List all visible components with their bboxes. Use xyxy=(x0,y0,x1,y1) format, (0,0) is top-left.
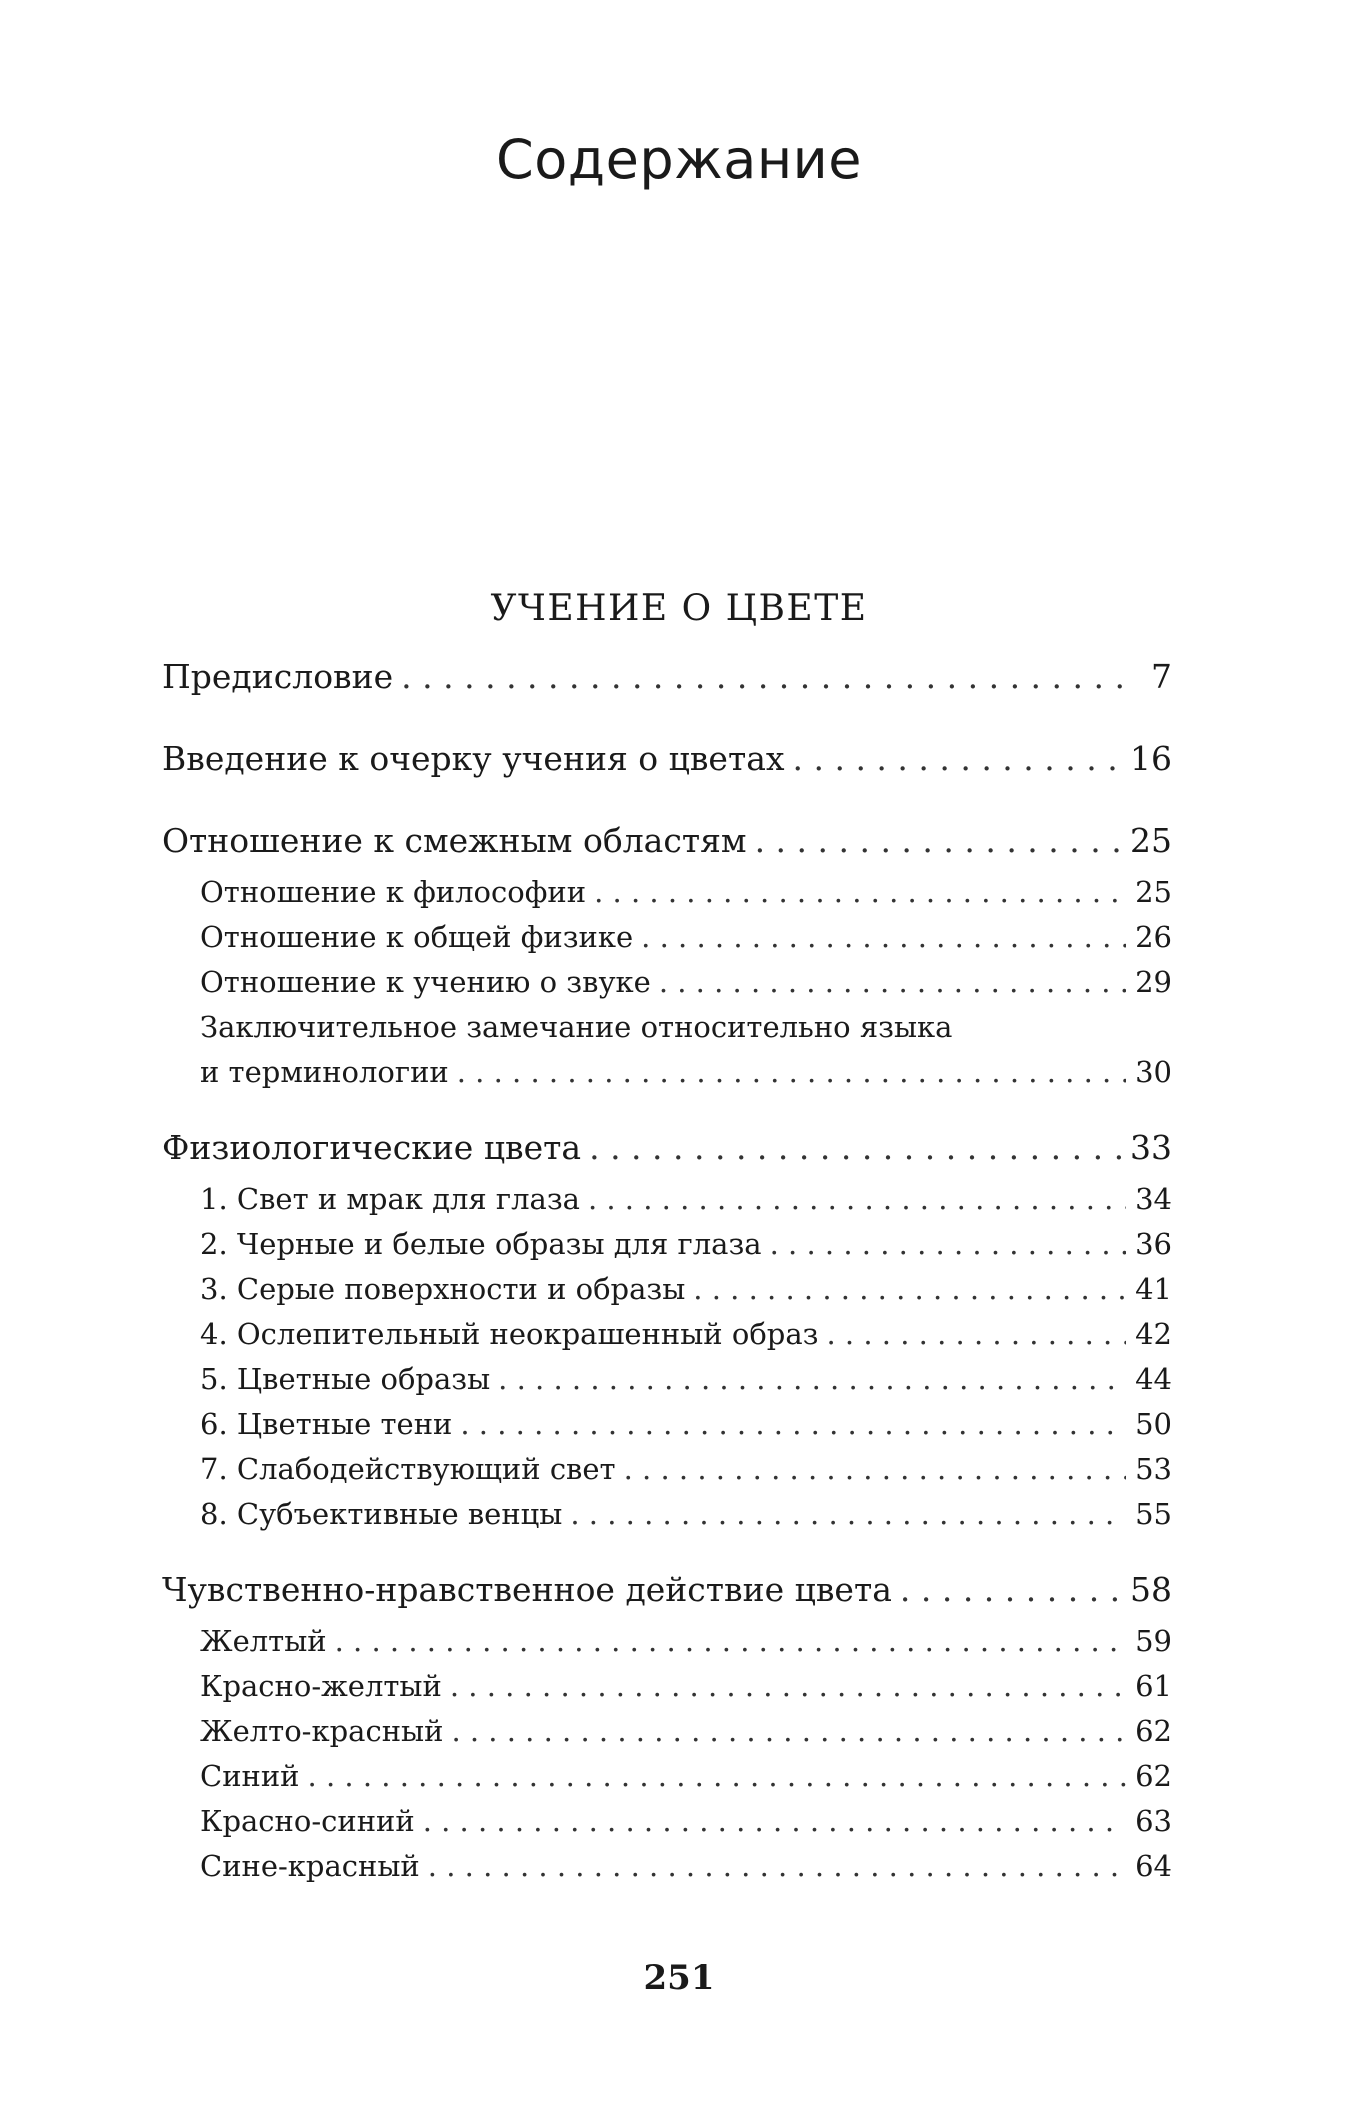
toc-entry[interactable] xyxy=(162,1561,1172,1619)
toc-subentry[interactable] xyxy=(162,915,1172,960)
dot-leader xyxy=(451,1709,1126,1754)
toc-subentry-label: Отношение к учению о звуке xyxy=(200,965,651,999)
toc-subentry-page: 53 xyxy=(1135,1452,1172,1486)
toc-subentry[interactable] xyxy=(162,1402,1172,1447)
toc-entry-page: 25 xyxy=(1130,821,1172,860)
dot-leader xyxy=(900,1561,1122,1619)
toc-subentry-page: 55 xyxy=(1135,1497,1172,1531)
toc-subentry[interactable] xyxy=(162,1177,1172,1222)
toc-subentry-page: 61 xyxy=(1135,1669,1172,1703)
dot-leader xyxy=(401,648,1126,706)
dot-leader xyxy=(589,1119,1122,1177)
toc-subentry[interactable] xyxy=(162,1447,1172,1492)
toc-subentry[interactable] xyxy=(162,1005,1172,1095)
dot-leader xyxy=(770,1222,1126,1267)
toc-subentry-label: 7. Слабодействующий свет xyxy=(200,1452,616,1486)
toc-subentry-label: Красно-желтый xyxy=(200,1669,442,1703)
table-of-contents xyxy=(162,648,1172,1913)
dot-leader xyxy=(570,1492,1126,1537)
toc-entry-label: Физиологические цвета xyxy=(162,1128,582,1167)
toc-entry-page: 16 xyxy=(1130,739,1172,778)
toc-subentry[interactable] xyxy=(162,1267,1172,1312)
toc-entry-label: Предисловие xyxy=(162,657,394,696)
dot-leader xyxy=(826,1312,1126,1357)
toc-subentry-label: 2. Черные и белые образы для глаза xyxy=(200,1227,762,1261)
toc-subentry-page: 26 xyxy=(1135,920,1172,954)
dot-leader xyxy=(659,960,1126,1005)
dot-leader xyxy=(693,1267,1126,1312)
dot-leader xyxy=(588,1177,1126,1222)
toc-subentry-page: 34 xyxy=(1135,1182,1172,1216)
toc-subentry-page: 59 xyxy=(1135,1624,1172,1658)
toc-entry-page: 33 xyxy=(1130,1128,1172,1167)
toc-subentry-page: 63 xyxy=(1135,1804,1172,1838)
toc-entry[interactable] xyxy=(162,1119,1172,1177)
toc-group-introduction xyxy=(162,730,1172,788)
toc-subentry-label: Желтый xyxy=(200,1624,327,1658)
toc-subentry-page: 25 xyxy=(1135,875,1172,909)
toc-subentry[interactable] xyxy=(162,1222,1172,1267)
dot-leader xyxy=(793,730,1123,788)
dot-leader xyxy=(624,1447,1126,1492)
toc-subentry[interactable] xyxy=(162,1664,1172,1709)
toc-subentry-page: 42 xyxy=(1135,1317,1172,1351)
toc-subentry[interactable] xyxy=(162,1844,1172,1889)
dot-leader xyxy=(460,1402,1126,1447)
toc-group-physiological-colors xyxy=(162,1119,1172,1537)
toc-subentry-label-line2: и терминологии xyxy=(200,1055,449,1089)
toc-entry-page: 58 xyxy=(1130,1570,1172,1609)
toc-subentry[interactable] xyxy=(162,870,1172,915)
toc-entry-label: Введение к очерку учения о цветах xyxy=(162,739,785,778)
dot-leader xyxy=(457,1050,1126,1095)
toc-subentry-label: 1. Свет и мрак для глаза xyxy=(200,1182,580,1216)
toc-subentry[interactable] xyxy=(162,1492,1172,1537)
page-title: Содержание xyxy=(496,128,862,191)
toc-subentry-label: 4. Ослепительный неокрашенный образ xyxy=(200,1317,819,1351)
toc-subentry[interactable] xyxy=(162,960,1172,1005)
toc-subentry[interactable] xyxy=(162,1799,1172,1844)
toc-subentry-label: Отношение к философии xyxy=(200,875,587,909)
toc-subentry[interactable] xyxy=(162,1709,1172,1754)
toc-group-related-fields xyxy=(162,812,1172,1095)
toc-subentry-page: 30 xyxy=(1135,1055,1172,1089)
toc-entry[interactable] xyxy=(162,648,1172,706)
section-heading: УЧЕНИЕ О ЦВЕТЕ xyxy=(490,588,868,629)
toc-group-preface xyxy=(162,648,1172,706)
toc-subentry-page: 41 xyxy=(1135,1272,1172,1306)
toc-subentry-page: 50 xyxy=(1135,1407,1172,1441)
dot-leader xyxy=(423,1799,1126,1844)
dot-leader xyxy=(335,1619,1126,1664)
toc-entry-label: Чувственно-нравственное действие цвета xyxy=(162,1570,892,1609)
toc-subentry-label: 8. Субъективные венцы xyxy=(200,1497,563,1531)
dot-leader xyxy=(641,915,1126,960)
dot-leader xyxy=(498,1357,1126,1402)
toc-subentry[interactable] xyxy=(162,1312,1172,1357)
page-number: 251 xyxy=(643,1958,715,1998)
toc-subentry-page: 62 xyxy=(1135,1714,1172,1748)
toc-subentry[interactable] xyxy=(162,1619,1172,1664)
toc-entry[interactable] xyxy=(162,812,1172,870)
toc-entry-page: 7 xyxy=(1151,657,1172,696)
toc-subentry-page: 36 xyxy=(1135,1227,1172,1261)
dot-leader xyxy=(755,812,1122,870)
toc-group-sensory-moral-effect xyxy=(162,1561,1172,1889)
dot-leader xyxy=(450,1664,1126,1709)
toc-subentry-label: 3. Серые поверхности и образы xyxy=(200,1272,686,1306)
toc-subentry-label: Сине-красный xyxy=(200,1849,420,1883)
toc-subentry-label: 5. Цветные образы xyxy=(200,1362,491,1396)
toc-entry-label: Отношение к смежным областям xyxy=(162,821,747,860)
toc-subentry-label: 6. Цветные тени xyxy=(200,1407,453,1441)
toc-entry[interactable] xyxy=(162,730,1172,788)
toc-subentry-page: 64 xyxy=(1135,1849,1172,1883)
toc-subentry-label: Красно-синий xyxy=(200,1804,415,1838)
toc-subentry-label: Синий xyxy=(200,1759,300,1793)
toc-subentry[interactable] xyxy=(162,1754,1172,1799)
dot-leader xyxy=(428,1844,1126,1889)
toc-subentry-page: 44 xyxy=(1135,1362,1172,1396)
toc-subentry-label: Желто-красный xyxy=(200,1714,444,1748)
toc-subentry-label: Отношение к общей физике xyxy=(200,920,634,954)
toc-subentry[interactable] xyxy=(162,1357,1172,1402)
dot-leader xyxy=(308,1754,1126,1799)
toc-subentry-page: 29 xyxy=(1135,965,1172,999)
toc-subentry-label-line1: Заключительное замечание относительно языка xyxy=(200,1010,953,1044)
toc-subentry-page: 62 xyxy=(1135,1759,1172,1793)
dot-leader xyxy=(594,870,1126,915)
